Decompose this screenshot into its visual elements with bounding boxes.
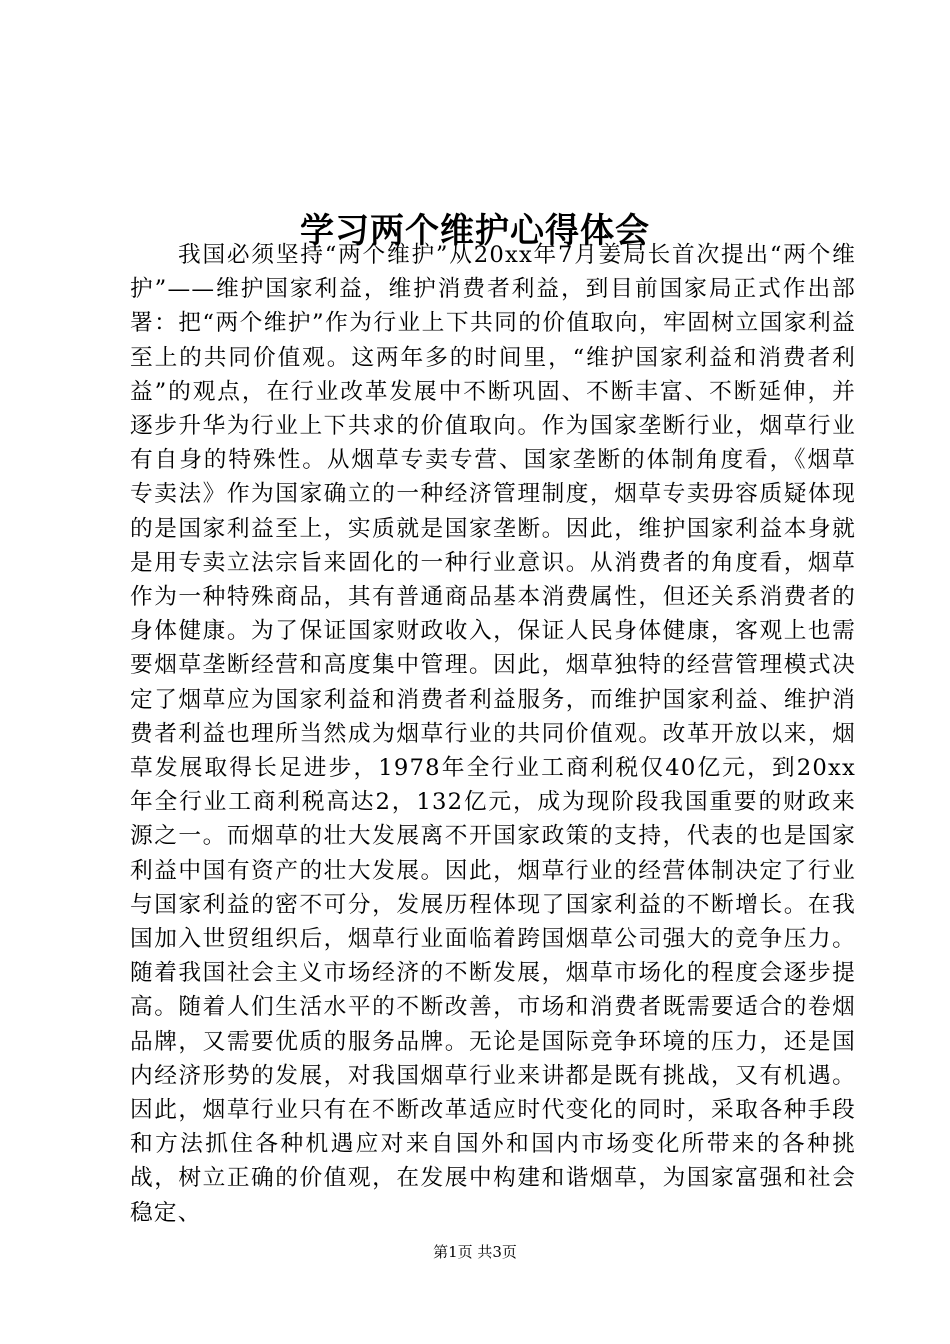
page-footer: 第1页 共3页 [433, 1243, 517, 1261]
body-paragraph: 我国必须坚持“两个维护”从20xx年7月姜局长首次提出“两个维护”——维护国家利益，维护消费者利益，到目前国家局正式作出部署：把“两个维护”作为行业上下共同的价值取向，牢固树立国家利益至上的共同价值观。这两年多的时间里，“维护国家利益和消费者利益”的观点，在行业改革发展中不断巩固、不断丰富、不断延伸，并逐步升华为行业上下共求的价值取向。作为国家垄断行业，烟草行业有自身的特殊性。从烟草专卖专营、国家垄断的体制角度看，《烟草专卖法》作为国家确立的一种经济管理制度，烟草专卖毋容质疑体现的是国家利益至上，实质就是国家垄断。因此，维护国家利益本身就是用专卖立法宗旨来固化的一种行业意识。从消费者的角度看，烟草作为一种特殊商品，其有普通商品基本消费属性，但还关系消费者的身体健康。为了保证国家财政收入，保证人民身体健康，客观上也需要烟草垄断经营和高度集中管理。因此，烟草独特的经营管理模式决定了烟草应为国家利益和消费者利益服务，而维护国家利益、维护消费者利益也理所当然成为烟草行业的共同价值观。改革开放以来，烟草发展取得长足进步，1978年全行业工商利税仅40亿元，到20xx年全行业工商利税高达2，132亿元，成为现阶段我国重要的财政来源之一。而烟草的壮大发展离不开国家政策的支持，代表的也是国家利益中国有资产的壮大发展。因此，烟草行业的经营体制决定了行业与国家利益的密不可分，发展历程体现了国家利益的不断增长。在我国加入世贸组织后，烟草行业面临着跨国烟草公司强大的竞争压力。随着我国社会主义市场经济的不断发展，烟草市场化的程度会逐步提高。随着人们生活水平的不断改善，市场和消费者既需要适合的卷烟品牌，又需要优质的服务品牌。无论是国际竞争环境的压力，还是国内经济形势的发展，对我国烟草行业来讲都是既有挑战，又有机遇。因此，烟草行业只有在不断改革适应时代变化的同时，采取各种手段和方法抓住各种机遇应对来自国外和国内市场变化所带来的各种挑战，树立正确的价值观，在发展中构建和谐烟草，为国家富强和社会稳定、 [130, 242, 856, 1226]
document-title: 学习两个维护心得体会 [300, 210, 650, 251]
